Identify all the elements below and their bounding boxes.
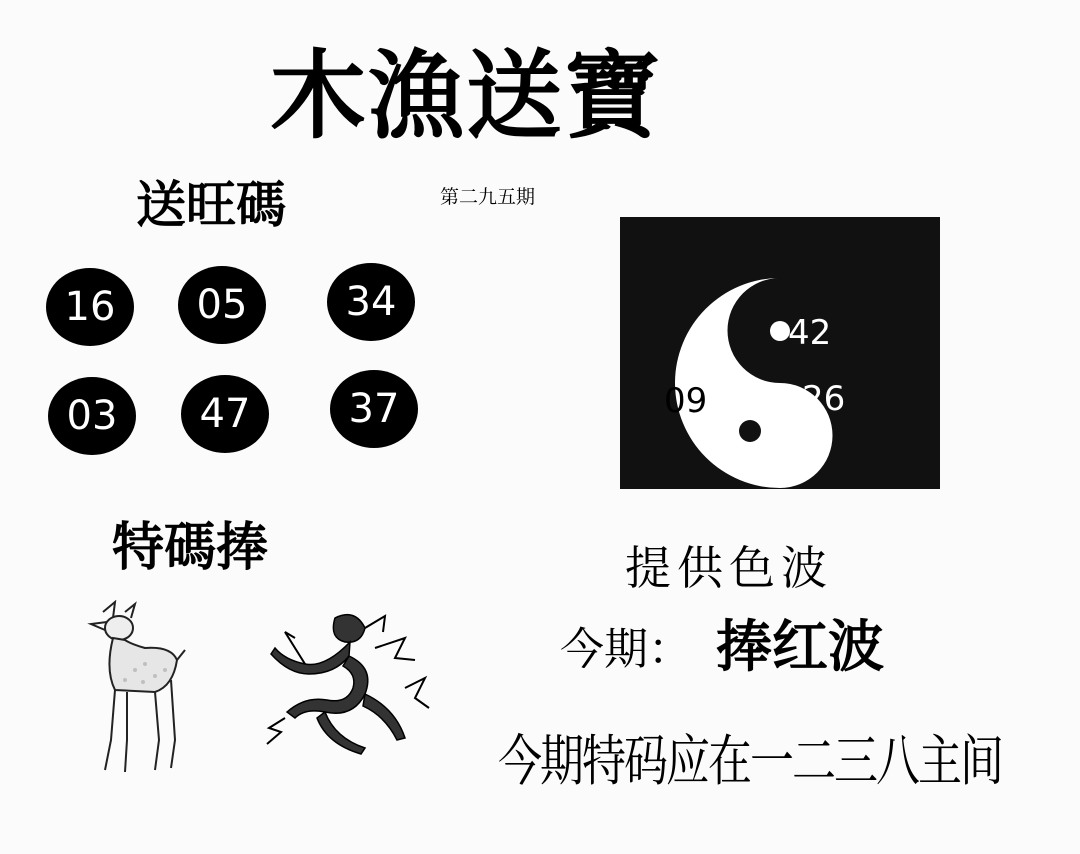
taiji-number: 42 [788,313,832,353]
goat-icon [85,600,190,779]
lucky-number-ball: 05 [178,266,266,344]
lucky-number-ball: 47 [181,375,269,453]
lucky-numbers-heading: 送旺碼 [136,176,286,234]
taiji-number: 26 [802,379,846,419]
page-title: 木漁送寶 [270,40,662,152]
yin-yang-icon [620,217,940,489]
current-period-label: 今期： [560,624,692,675]
issue-number: 第二九五期 [440,186,536,208]
lucky-number-ball: 37 [330,370,418,448]
taiji-number: 09 [664,381,708,421]
current-color-wave: 捧红波 [716,615,884,680]
dragon-icon [265,608,430,762]
special-code-range-text: 今期特码应在一二三八主间 [498,730,1002,794]
lucky-number-ball: 16 [46,268,134,346]
special-code-heading: 特碼捧 [112,518,269,578]
color-wave-heading: 提供色波 [625,541,833,595]
lucky-number-ball: 34 [327,263,415,341]
lucky-number-ball: 03 [48,377,136,455]
